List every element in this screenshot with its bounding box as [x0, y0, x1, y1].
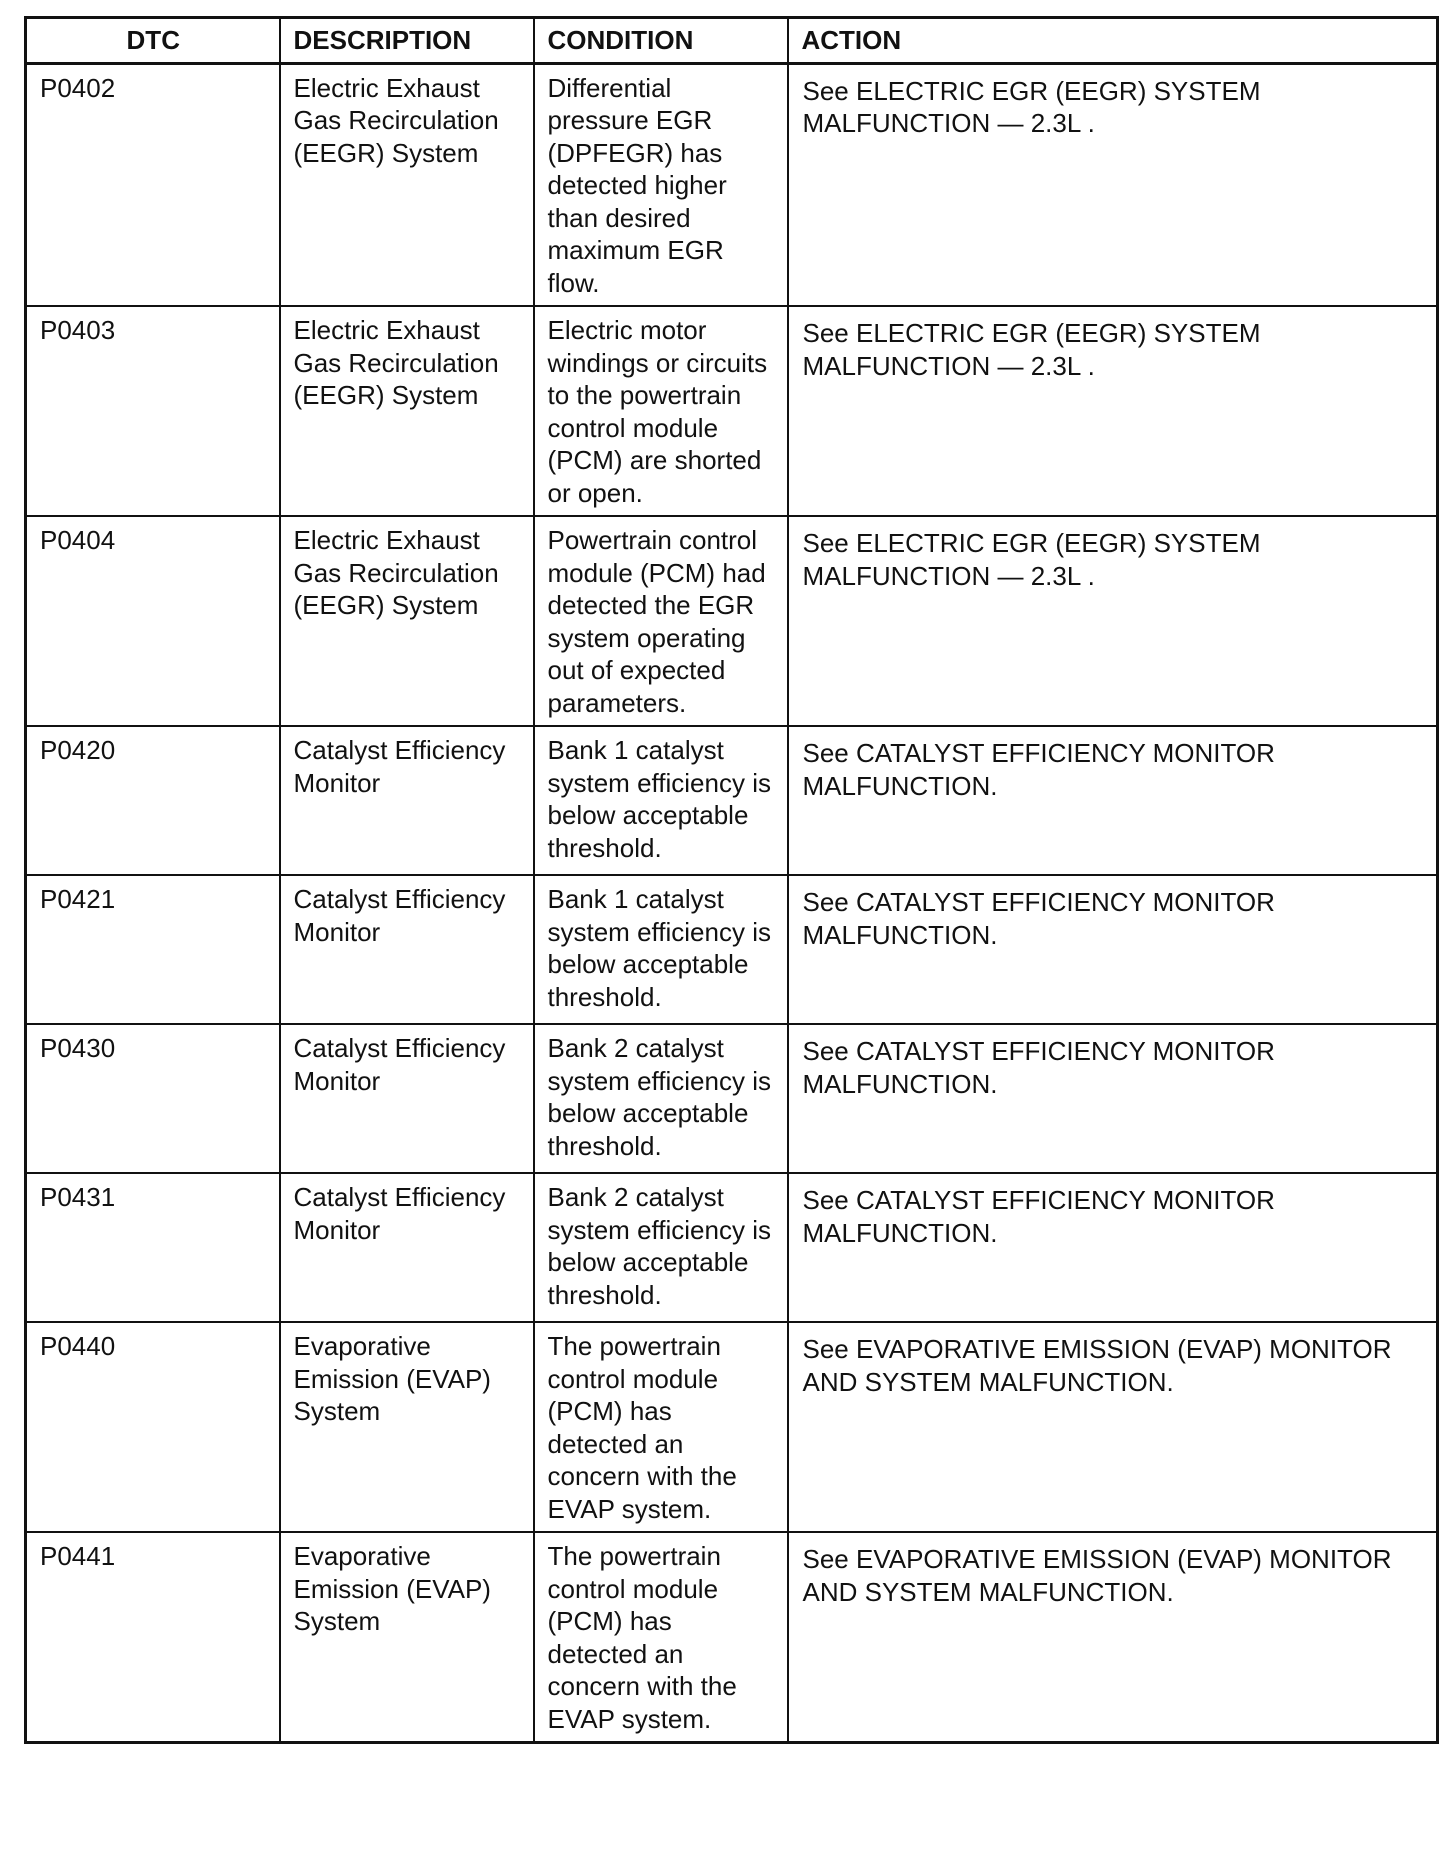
- cell-description: Catalyst Efficiency Monitor: [280, 1173, 534, 1322]
- table-header: [26, 18, 1438, 64]
- cell-description: Electric Exhaust Gas Recirculation (EEGR) System: [280, 516, 534, 726]
- cell-condition: The powertrain control module (PCM) has detected an concern with the EVAP system.: [534, 1322, 788, 1532]
- table-row: [26, 306, 1438, 516]
- table-row: [26, 516, 1438, 726]
- cell-dtc: P0430: [26, 1024, 280, 1173]
- dtc-table: [24, 16, 1439, 1744]
- cell-dtc: P0403: [26, 306, 280, 516]
- cell-condition: Bank 1 catalyst system efficiency is below acceptable threshold.: [534, 726, 788, 875]
- header-dtc: DTC: [26, 18, 280, 64]
- cell-dtc: P0440: [26, 1322, 280, 1532]
- header-row: [26, 18, 1438, 64]
- cell-action: See CATALYST EFFICIENCY MONITOR MALFUNCTION.: [788, 1173, 1438, 1322]
- table-body: [26, 63, 1438, 1743]
- cell-action: See CATALYST EFFICIENCY MONITOR MALFUNCTION.: [788, 1024, 1438, 1173]
- cell-dtc: P0404: [26, 516, 280, 726]
- cell-condition: Bank 2 catalyst system efficiency is below acceptable threshold.: [534, 1024, 788, 1173]
- cell-action: See ELECTRIC EGR (EEGR) SYSTEM MALFUNCTION — 2.3L .: [788, 516, 1438, 726]
- table-row: [26, 1024, 1438, 1173]
- header-description: DESCRIPTION: [280, 18, 534, 64]
- cell-action: See EVAPORATIVE EMISSION (EVAP) MONITOR AND SYSTEM MALFUNCTION.: [788, 1322, 1438, 1532]
- cell-description: Catalyst Efficiency Monitor: [280, 726, 534, 875]
- header-action: ACTION: [788, 18, 1438, 64]
- cell-dtc: P0420: [26, 726, 280, 875]
- cell-description: Catalyst Efficiency Monitor: [280, 1024, 534, 1173]
- cell-condition: Differential pressure EGR (DPFEGR) has detected higher than desired maximum EGR flow.: [534, 63, 788, 306]
- cell-condition: Powertrain control module (PCM) had detected the EGR system operating out of expected parameters.: [534, 516, 788, 726]
- table-row: [26, 1322, 1438, 1532]
- table-row: [26, 1173, 1438, 1322]
- cell-condition: Bank 2 catalyst system efficiency is below acceptable threshold.: [534, 1173, 788, 1322]
- cell-description: Electric Exhaust Gas Recirculation (EEGR) System: [280, 306, 534, 516]
- cell-action: See EVAPORATIVE EMISSION (EVAP) MONITOR AND SYSTEM MALFUNCTION.: [788, 1532, 1438, 1743]
- cell-action: See CATALYST EFFICIENCY MONITOR MALFUNCTION.: [788, 726, 1438, 875]
- cell-description: Catalyst Efficiency Monitor: [280, 875, 534, 1024]
- cell-condition: Bank 1 catalyst system efficiency is below acceptable threshold.: [534, 875, 788, 1024]
- cell-action: See ELECTRIC EGR (EEGR) SYSTEM MALFUNCTION — 2.3L .: [788, 306, 1438, 516]
- cell-action: See CATALYST EFFICIENCY MONITOR MALFUNCTION.: [788, 875, 1438, 1024]
- cell-dtc: P0441: [26, 1532, 280, 1743]
- cell-condition: The powertrain control module (PCM) has detected an concern with the EVAP system.: [534, 1532, 788, 1743]
- cell-description: Evaporative Emission (EVAP) System: [280, 1532, 534, 1743]
- cell-action: See ELECTRIC EGR (EEGR) SYSTEM MALFUNCTION — 2.3L .: [788, 63, 1438, 306]
- cell-dtc: P0431: [26, 1173, 280, 1322]
- cell-dtc: P0421: [26, 875, 280, 1024]
- table-row: [26, 63, 1438, 306]
- table-row: [26, 875, 1438, 1024]
- cell-description: Evaporative Emission (EVAP) System: [280, 1322, 534, 1532]
- table-row: [26, 1532, 1438, 1743]
- cell-dtc: P0402: [26, 63, 280, 306]
- cell-condition: Electric motor windings or circuits to the powertrain control module (PCM) are shorted or open.: [534, 306, 788, 516]
- header-condition: CONDITION: [534, 18, 788, 64]
- cell-description: Electric Exhaust Gas Recirculation (EEGR) System: [280, 63, 534, 306]
- table-row: [26, 726, 1438, 875]
